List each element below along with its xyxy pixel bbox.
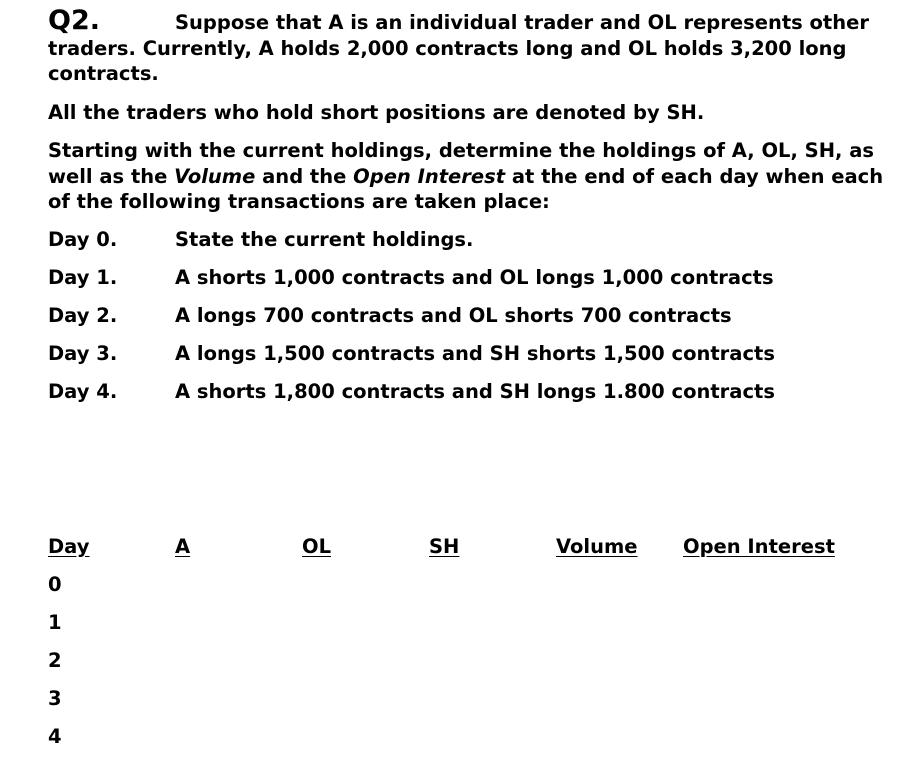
instruction-paragraph — [48, 138, 898, 215]
question-intro — [48, 5, 898, 87]
table-row — [48, 724, 908, 762]
day-label: Day 0. — [48, 227, 118, 251]
instruction-text-1: Starting with the current holdings, determine the holdings of A, OL, SH, as well as the — [48, 139, 874, 188]
day-transaction-list — [48, 227, 898, 417]
day-row-3 — [48, 341, 898, 379]
header-volume: Volume — [556, 535, 638, 558]
table-row — [48, 648, 908, 686]
day-label: Day 4. — [48, 379, 118, 403]
day-description: A longs 700 contracts and OL shorts 700 contracts — [175, 303, 732, 327]
day-label: Day 2. — [48, 303, 118, 327]
day-description: State the current holdings. — [175, 227, 474, 251]
day-row-0 — [48, 227, 898, 265]
table-row — [48, 610, 908, 648]
day-row-2 — [48, 303, 898, 341]
header-ol: OL — [302, 535, 332, 558]
table-row — [48, 572, 908, 610]
instruction-volume-term: Volume — [174, 164, 256, 188]
day-number-cell: 1 — [48, 611, 62, 634]
header-a: A — [175, 535, 191, 558]
day-number-cell: 3 — [48, 687, 62, 710]
short-positions-note: All the traders who hold short positions are denoted by SH. — [48, 100, 705, 124]
header-sh: SH — [429, 535, 460, 558]
question-intro-text: Suppose that A is an individual trader and OL represents other traders. Currently, A holds 2,000 contracts long and OL holds 3,200 long contracts. — [48, 11, 869, 85]
holdings-table — [48, 534, 908, 762]
table-header-row — [48, 534, 908, 572]
day-number-cell: 0 — [48, 573, 62, 596]
instruction-text-2: and the — [255, 164, 354, 188]
instruction-open-interest-term: Open Interest — [353, 164, 506, 188]
day-description: A longs 1,500 contracts and SH shorts 1,500 contracts — [175, 341, 775, 365]
table-row — [48, 686, 908, 724]
day-number-cell: 4 — [48, 725, 62, 748]
day-label: Day 1. — [48, 265, 118, 289]
instruction-text-3: at the end of each day when each of the following transactions are taken place: — [48, 164, 884, 213]
header-day: Day — [48, 535, 90, 558]
question-block — [48, 5, 898, 417]
day-row-1 — [48, 265, 898, 303]
day-row-4 — [48, 379, 898, 417]
day-number-cell: 2 — [48, 649, 62, 672]
question-number: Q2. — [48, 5, 100, 36]
day-description: A shorts 1,000 contracts and OL longs 1,000 contracts — [175, 265, 774, 289]
day-label: Day 3. — [48, 341, 118, 365]
header-open-interest: Open Interest — [683, 535, 835, 558]
day-description: A shorts 1,800 contracts and SH longs 1.800 contracts — [175, 379, 775, 403]
